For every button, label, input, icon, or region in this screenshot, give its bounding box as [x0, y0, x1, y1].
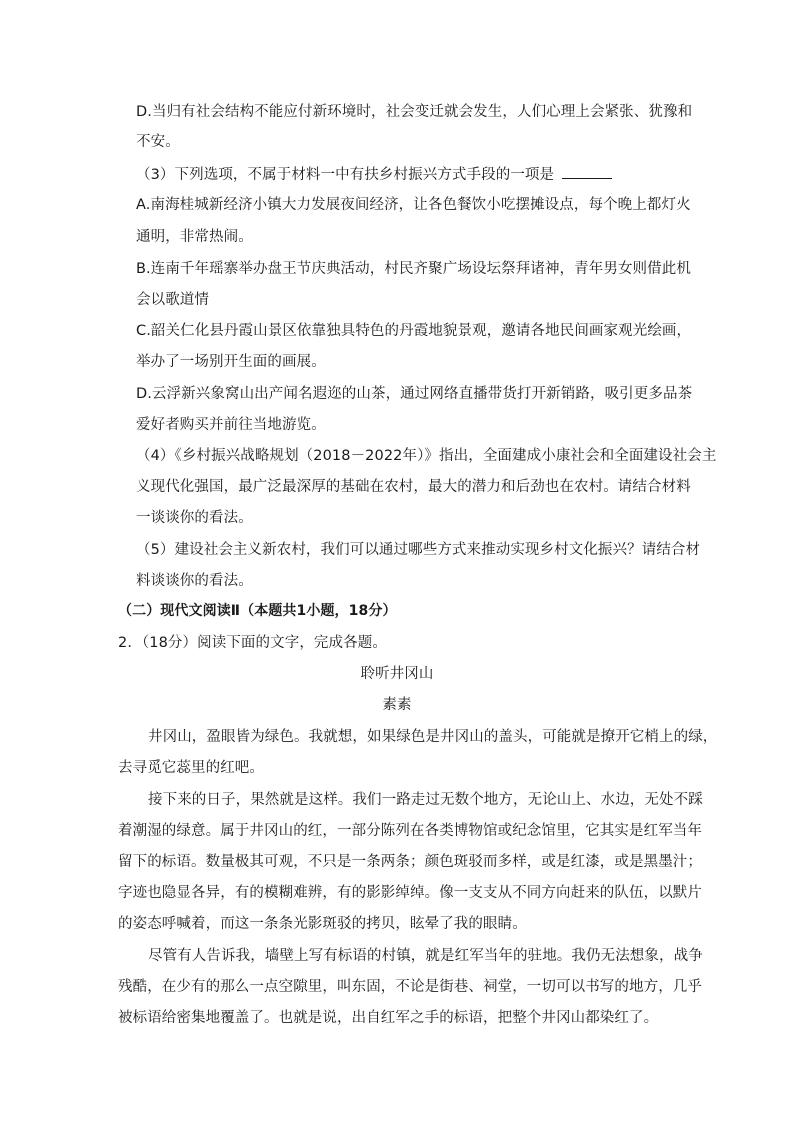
- question-3-text: （3）下列选项，不属于材料一中有扶乡村振兴方式手段的一项是: [136, 167, 555, 183]
- question-3: [136, 164, 612, 185]
- paragraph-1-line-1: 井冈山，盈眼皆为绿色。我就想，如果绿色是井冈山的盖头，可能就是撩开它梢上的绿，: [148, 729, 718, 745]
- q3-option-d-line-1: D.云浮新兴象窝山出产闻名遐迩的山茶，通过网络直播带货打开新销路，吸引更多品茶: [136, 386, 693, 402]
- question-5-line-2: 料谈谈你的看法。: [136, 573, 253, 589]
- q3-option-d-line-2: 爱好者购买并前往当地游览。: [136, 417, 326, 433]
- paragraph-3-line-1: 尽管有人告诉我，墙壁上写有标语的村镇，就是红军当年的驻地。我仍无法想象，战争: [148, 948, 703, 964]
- paragraph-2-line-5: 的姿态呼喊着，而这一条条光影斑驳的拷贝，眩晕了我的眼睛。: [118, 916, 527, 932]
- paragraph-2-line-4: 字迹也隐显各异，有的模糊难辨，有的影影绰绰。像一支支从不同方向赶来的队伍，以默片: [118, 885, 702, 901]
- question-4-line-3: 一谈谈你的看法。: [136, 510, 253, 526]
- option-d-continued-line-1: D.当归有社会结构不能应付新环境时，社会变迁就会发生，人们心理上会紧张、犹豫和: [136, 104, 693, 120]
- paragraph-3-line-2: 残酷，在少有的那么一点空隙里，叫东固，不论是街巷、祠堂，一切可以书写的地方，几乎: [118, 979, 702, 995]
- paragraph-2-line-1: 接下来的日子，果然就是这样。我们一路走过无数个地方，无论山上、水边，无处不踩: [148, 792, 703, 808]
- option-d-continued-line-2: 不安。: [136, 134, 180, 150]
- question-4-line-2: 义现代化强国，最广泛最深厚的基础在农村，最大的潜力和后劲也在农村。请结合材料: [136, 479, 691, 495]
- q3-option-a-line-1: A.南海桂城新经济小镇大力发展夜间经济，让各色餐饮小吃摆摊设点，每个晚上都灯火: [136, 197, 691, 213]
- question-2-stem: 2．（18分）阅读下面的文字，完成各题。: [118, 635, 387, 651]
- q3-option-a-line-2: 通明，非常热闹。: [136, 229, 253, 245]
- paragraph-3-line-3: 被标语给密集地覆盖了。也就是说，出自红军之手的标语，把整个井冈山都染红了。: [118, 1010, 659, 1026]
- q3-option-b-line-1: B.连南千年瑶寨举办盘王节庆典活动，村民齐聚广场设坛祭拜诸神，青年男女则借此机: [136, 261, 691, 277]
- paragraph-1-line-2: 去寻觅它蕊里的红吧。: [118, 760, 264, 776]
- paragraph-2-line-2: 着潮湿的绿意。属于井冈山的红，一部分陈列在各类博物馆或纪念馆里，它其实是红军当年: [118, 823, 702, 839]
- question-4-line-1: （4）《乡村振兴战略规划（2018－2022年）》指出，全面建成小康社会和全面建设社会主: [136, 448, 717, 464]
- q3-option-c-line-1: C.韶关仁化县丹霞山景区依靠独具特色的丹霞地貌景观，邀请各地民间画家观光绘画，: [136, 323, 692, 339]
- q3-option-c-line-2: 举办了一场别开生面的画展。: [136, 354, 326, 370]
- paragraph-2-line-3: 留下的标语。数量极其可观，不只是一条两条；颜色斑驳而多样，或是红漆，或是黑墨汁；: [118, 854, 702, 870]
- question-5-line-1: （5）建设社会主义新农村，我们可以通过哪些方式来推动实现乡村文化振兴？请结合材: [136, 542, 701, 558]
- essay-author: 素素: [382, 697, 412, 713]
- q3-option-b-line-2: 会以歌道情: [136, 292, 209, 308]
- essay-title: 聆听井冈山: [360, 666, 434, 682]
- answer-blank: [562, 164, 612, 179]
- section-heading: （二）现代文阅读Ⅱ（本题共1小题，18分）: [118, 603, 397, 619]
